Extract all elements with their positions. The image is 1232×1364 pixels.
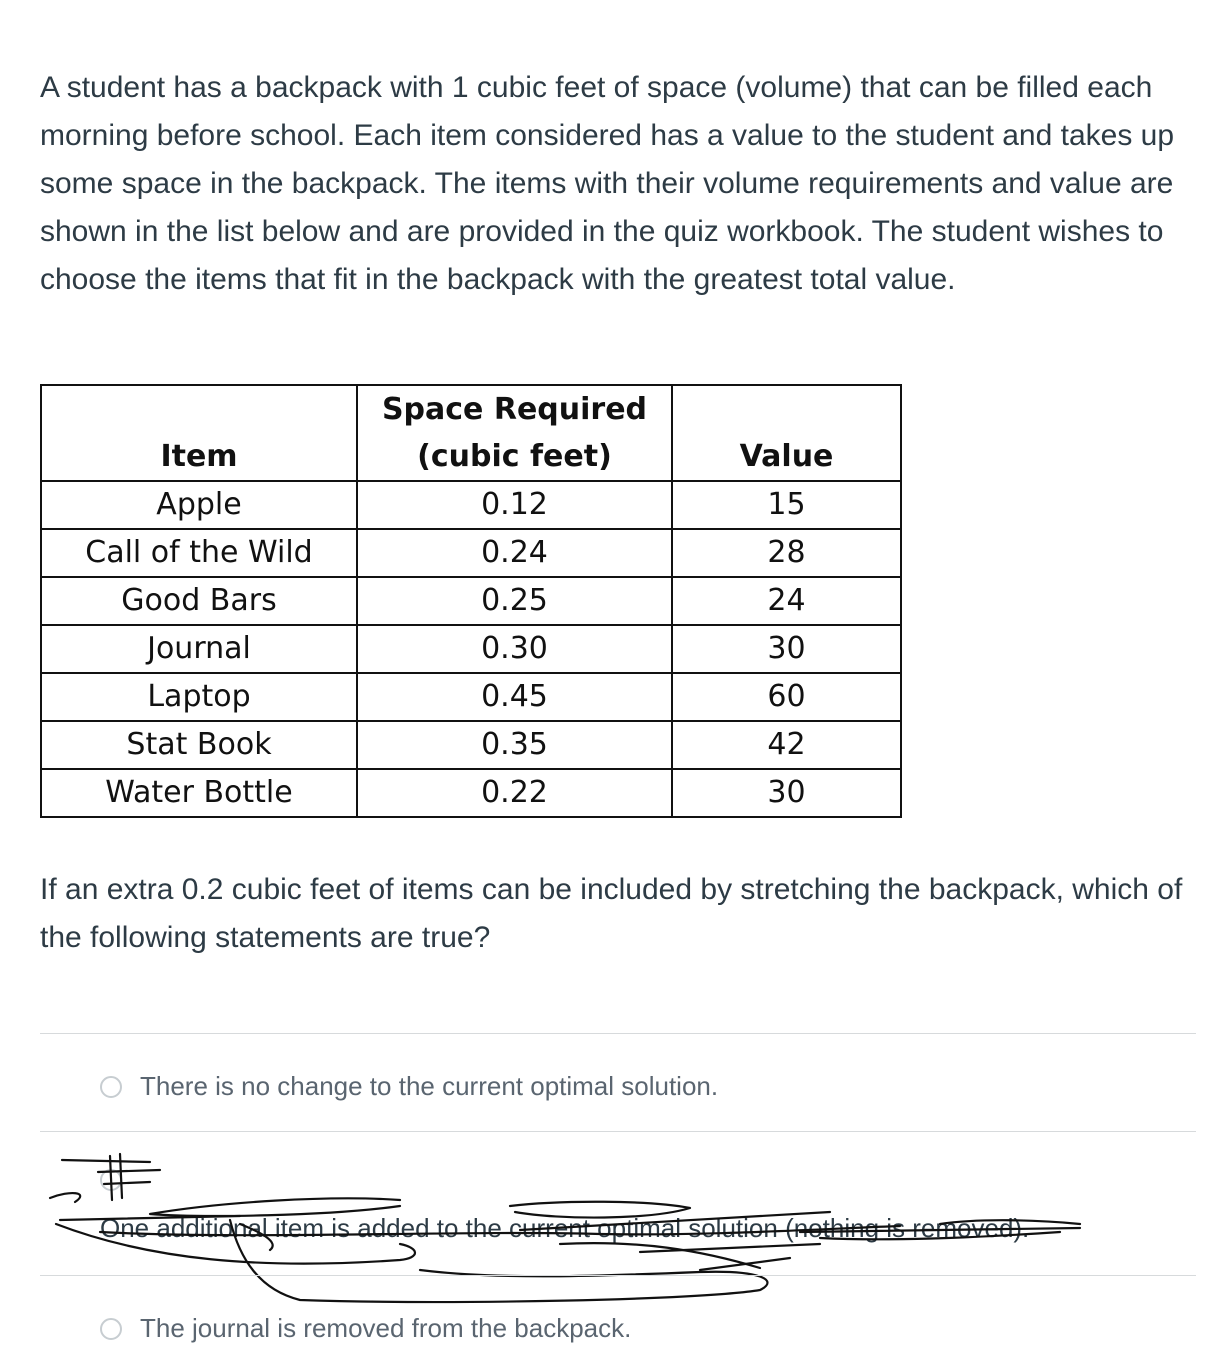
cell-space: 0.22 xyxy=(357,769,672,817)
cell-item: Laptop xyxy=(41,673,357,721)
answer-option-2[interactable] xyxy=(100,1213,1029,1244)
header-value: Value xyxy=(672,385,901,481)
answer-label: There is no change to the current optimal solution. xyxy=(140,1071,719,1101)
radio-button[interactable] xyxy=(100,1318,122,1340)
table-row xyxy=(41,577,901,625)
table-row xyxy=(41,625,901,673)
cell-item: Stat Book xyxy=(41,721,357,769)
cell-item: Good Bars xyxy=(41,577,357,625)
cell-value: 30 xyxy=(672,769,901,817)
header-space-line2: (cubic feet) xyxy=(417,439,612,474)
answer-label: One additional item is added to the current optimal solution (nothing is removed). xyxy=(100,1213,1030,1243)
table-row xyxy=(41,673,901,721)
cell-value: 60 xyxy=(672,673,901,721)
cell-value: 28 xyxy=(672,529,901,577)
answer-label: The journal is removed from the backpack. xyxy=(140,1313,632,1343)
table-header-row xyxy=(41,385,901,481)
cell-value: 24 xyxy=(672,577,901,625)
cell-value: 42 xyxy=(672,721,901,769)
table-row xyxy=(41,529,901,577)
header-space-line1: Space Required xyxy=(381,392,648,427)
intro-paragraph: A student has a backpack with 1 cubic feet of space (volume) that can be filled each morning before school. Each item considered has a value to the student and takes up some space in the backpack. The items with their volume requirements and value are shown in the list below and are provided in the quiz workbook. The student wishes to choose the items that fit in the backpack with the greatest total value. xyxy=(40,71,1175,296)
radio-button[interactable] xyxy=(100,1169,122,1191)
answer-option-3[interactable] xyxy=(100,1313,631,1344)
table-row xyxy=(41,769,901,817)
header-item: Item xyxy=(41,385,357,481)
cell-space: 0.12 xyxy=(357,481,672,529)
question-text: If an extra 0.2 cubic feet of items can be included by stretching the backpack, which of the following statements are true? xyxy=(40,873,1183,954)
cell-space: 0.25 xyxy=(357,577,672,625)
table-row xyxy=(41,721,901,769)
answer-option-1[interactable] xyxy=(100,1071,718,1102)
cell-item: Journal xyxy=(41,625,357,673)
cell-space: 0.35 xyxy=(357,721,672,769)
cell-space: 0.45 xyxy=(357,673,672,721)
cell-space: 0.30 xyxy=(357,625,672,673)
cell-item: Water Bottle xyxy=(41,769,357,817)
table-row xyxy=(41,481,901,529)
answer-divider xyxy=(40,1033,1196,1034)
cell-space: 0.24 xyxy=(357,529,672,577)
items-table xyxy=(40,384,902,818)
radio-button[interactable] xyxy=(100,1076,122,1098)
cell-value: 15 xyxy=(672,481,901,529)
cell-item: Apple xyxy=(41,481,357,529)
header-space-required xyxy=(357,385,672,481)
answer-divider xyxy=(40,1275,1196,1276)
answer-divider xyxy=(40,1131,1196,1132)
cell-value: 30 xyxy=(672,625,901,673)
cell-item: Call of the Wild xyxy=(41,529,357,577)
